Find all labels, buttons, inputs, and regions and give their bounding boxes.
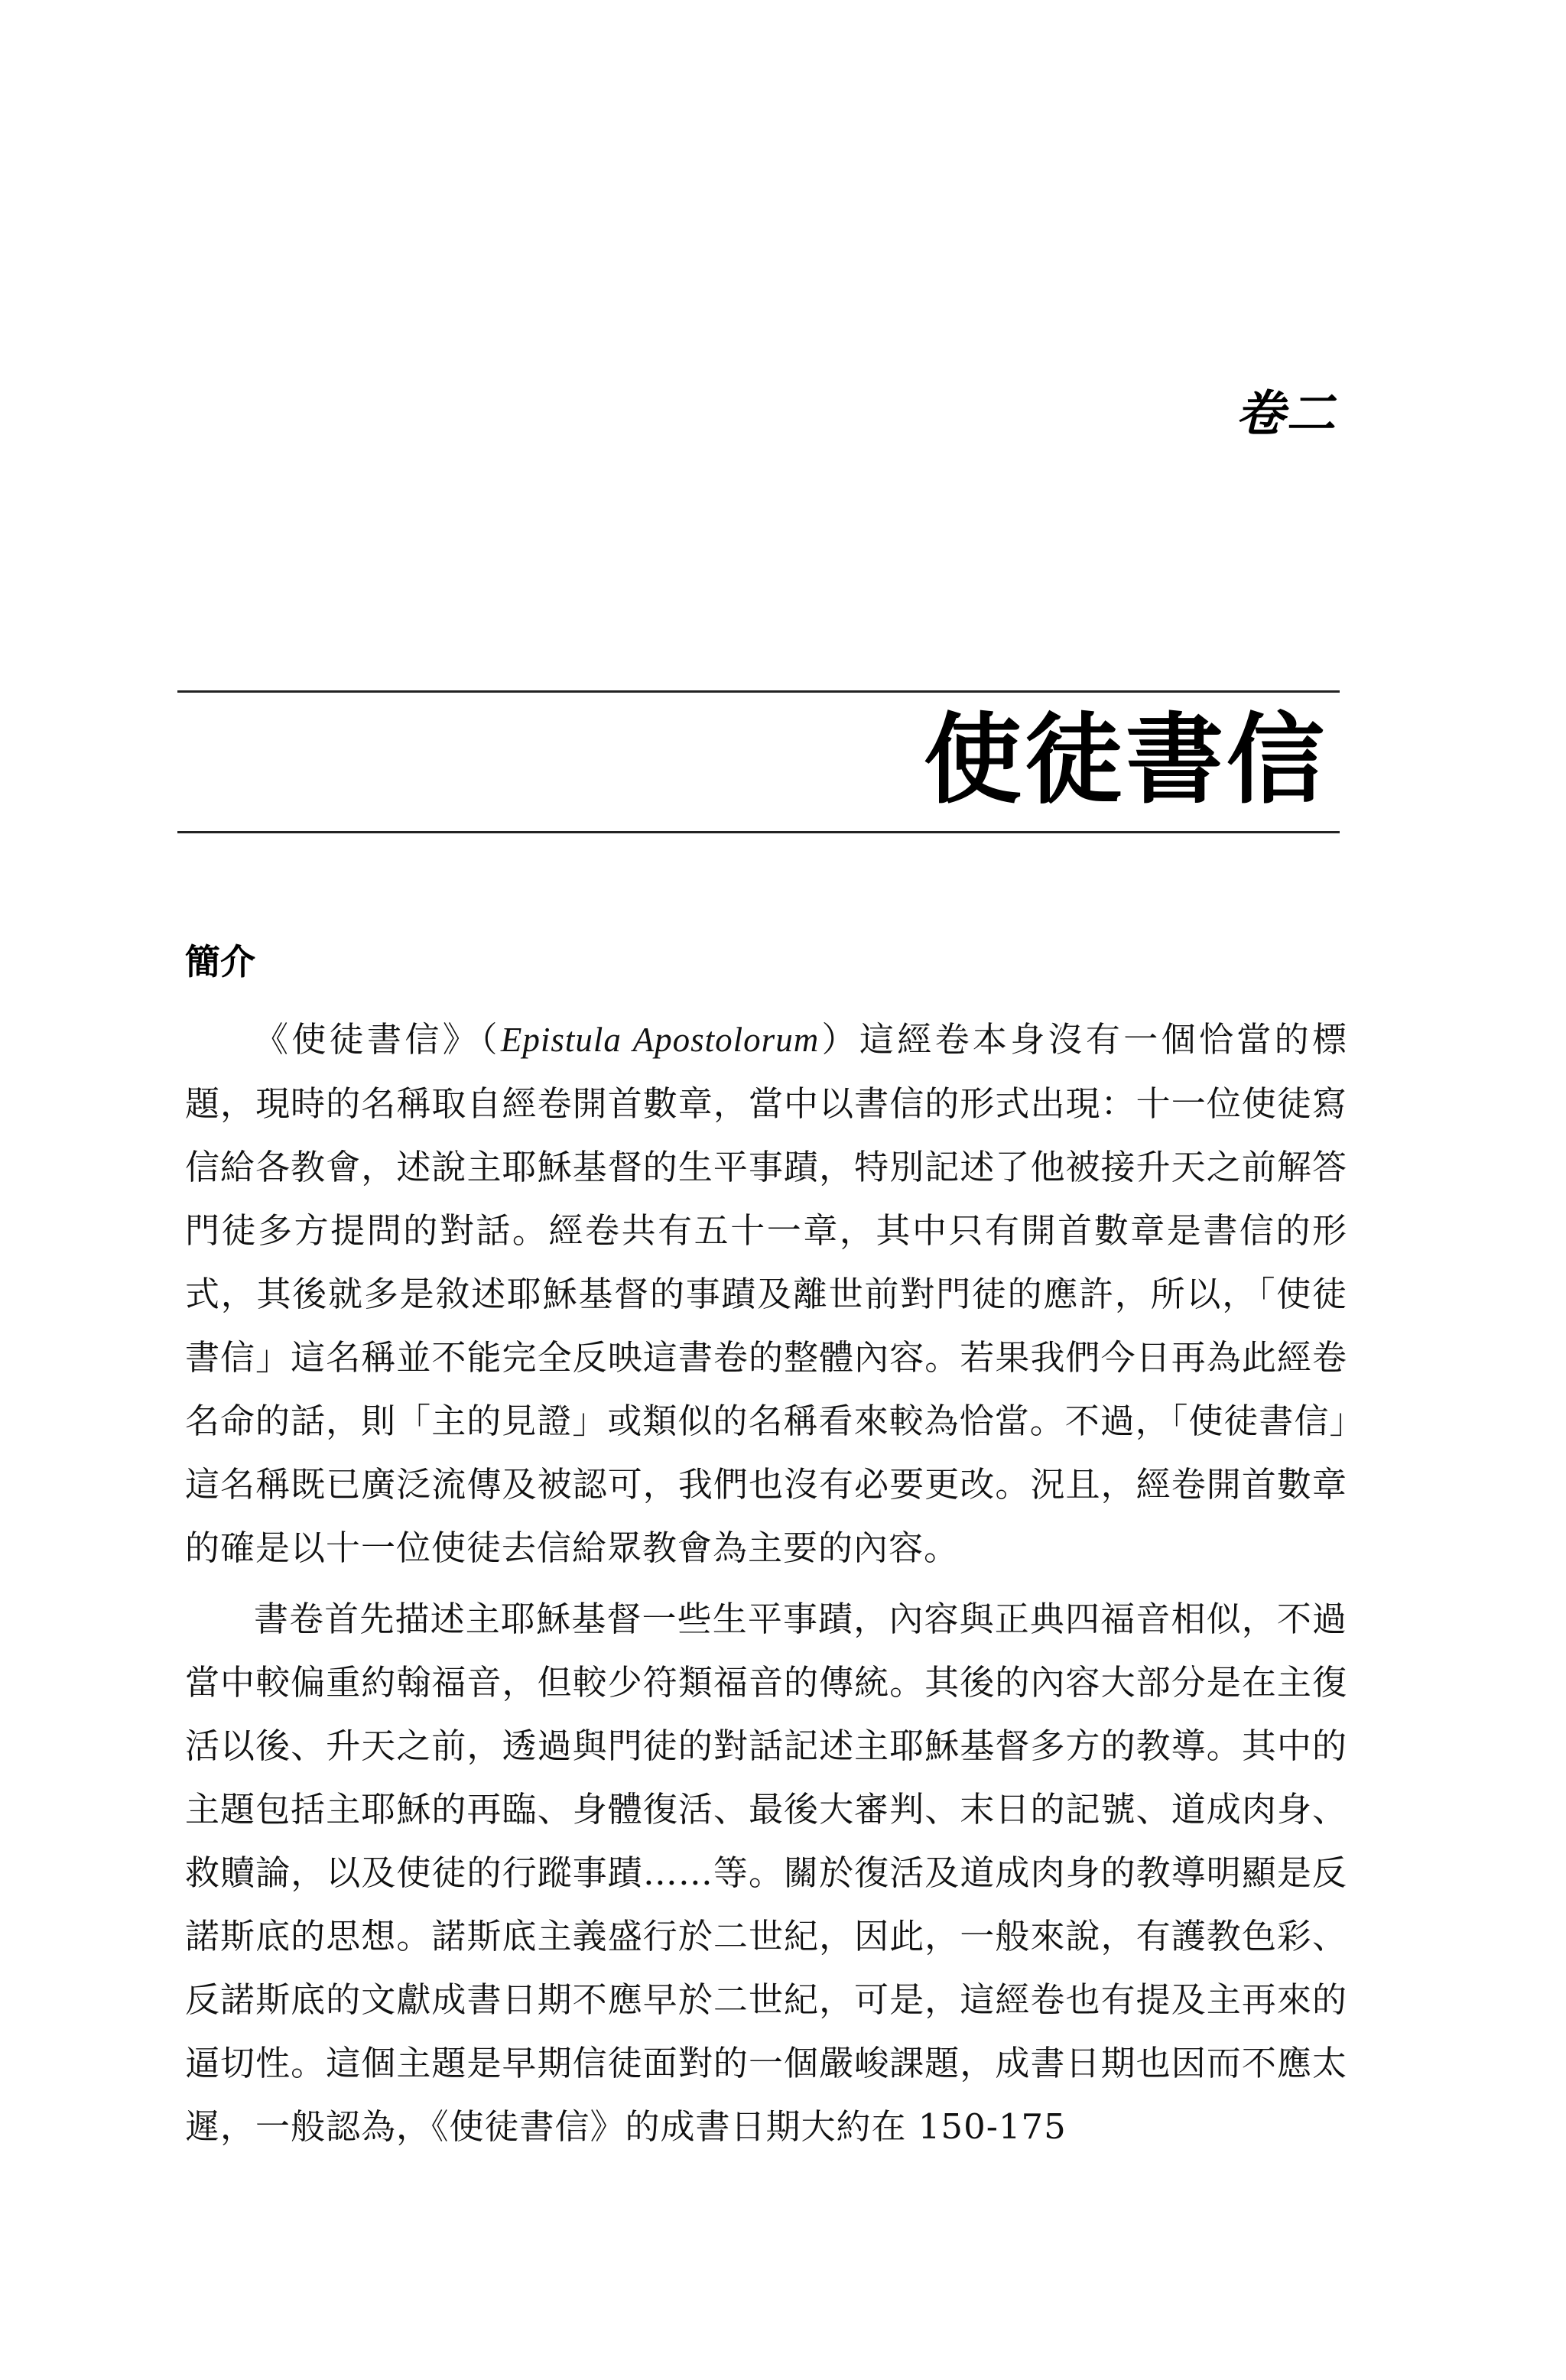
paragraph-1 xyxy=(185,1008,1347,1580)
title-top-rule xyxy=(177,690,1340,693)
book-title: 使徒書信 xyxy=(923,703,1327,817)
title-bottom-rule xyxy=(177,831,1340,833)
title-band xyxy=(177,690,1340,833)
body-text xyxy=(185,1008,1347,2158)
paragraph-1-open: 《使徒書信》（ xyxy=(254,1019,501,1060)
volume-label: 卷二 xyxy=(1236,386,1337,443)
paragraph-2: 書卷首先描述主耶穌基督一些生平事蹟，內容與正典四福音相似，不過當中較偏重約翰福音，但較少符類福音的傳統。其後的內容大部分是在主復活以後、升天之前，透過與門徒的對話記述主耶穌基督多方的教導。其中的主題包括主耶穌的再臨、身體復活、最後大審判、末日的記號、道成肉身、救贖論，以及使徒的行蹤事蹟……等。關於復活及道成肉身的教導明顯是反諾斯底的思想。諾斯底主義盛行於二世紀，因此，一般來說，有護教色彩、反諾斯底的文獻成書日期不應早於二世紀，可是，這經卷也有提及主再來的逼切性。這個主題是早期信徒面對的一個嚴峻課題，成書日期也因而不應太遲，一般認為，《使徒書信》的成書日期大約在 150-175 xyxy=(185,1599,1347,2147)
paragraph-1-rest: ）這經卷本身沒有一個恰當的標題，現時的名稱取自經卷開首數章，當中以書信的形式出現：十一位使徒寫信給各教會，述說主耶穌基督的生平事蹟，特別記述了他被接升天之前解答門徒多方提問的對話。經卷共有五十一章，其中只有開首數章是書信的形式，其後就多是敘述耶穌基督的事蹟及離世前對門徒的應許，所以，「使徒書信」這名稱並不能完全反映這書卷的整體內容。若果我們今日再為此經卷名命的話，則「主的見證」或類似的名稱看來較為恰當。不過，「使徒書信」這名稱既已廣泛流傳及被認可，我們也沒有必要更改。況且，經卷開首數章的確是以十一位使徒去信給眾教會為主要的內容。 xyxy=(185,1019,1347,1568)
section-heading: 簡介 xyxy=(185,941,255,982)
paragraph-1-latin-title: Epistula Apostolorum xyxy=(500,1021,820,1059)
